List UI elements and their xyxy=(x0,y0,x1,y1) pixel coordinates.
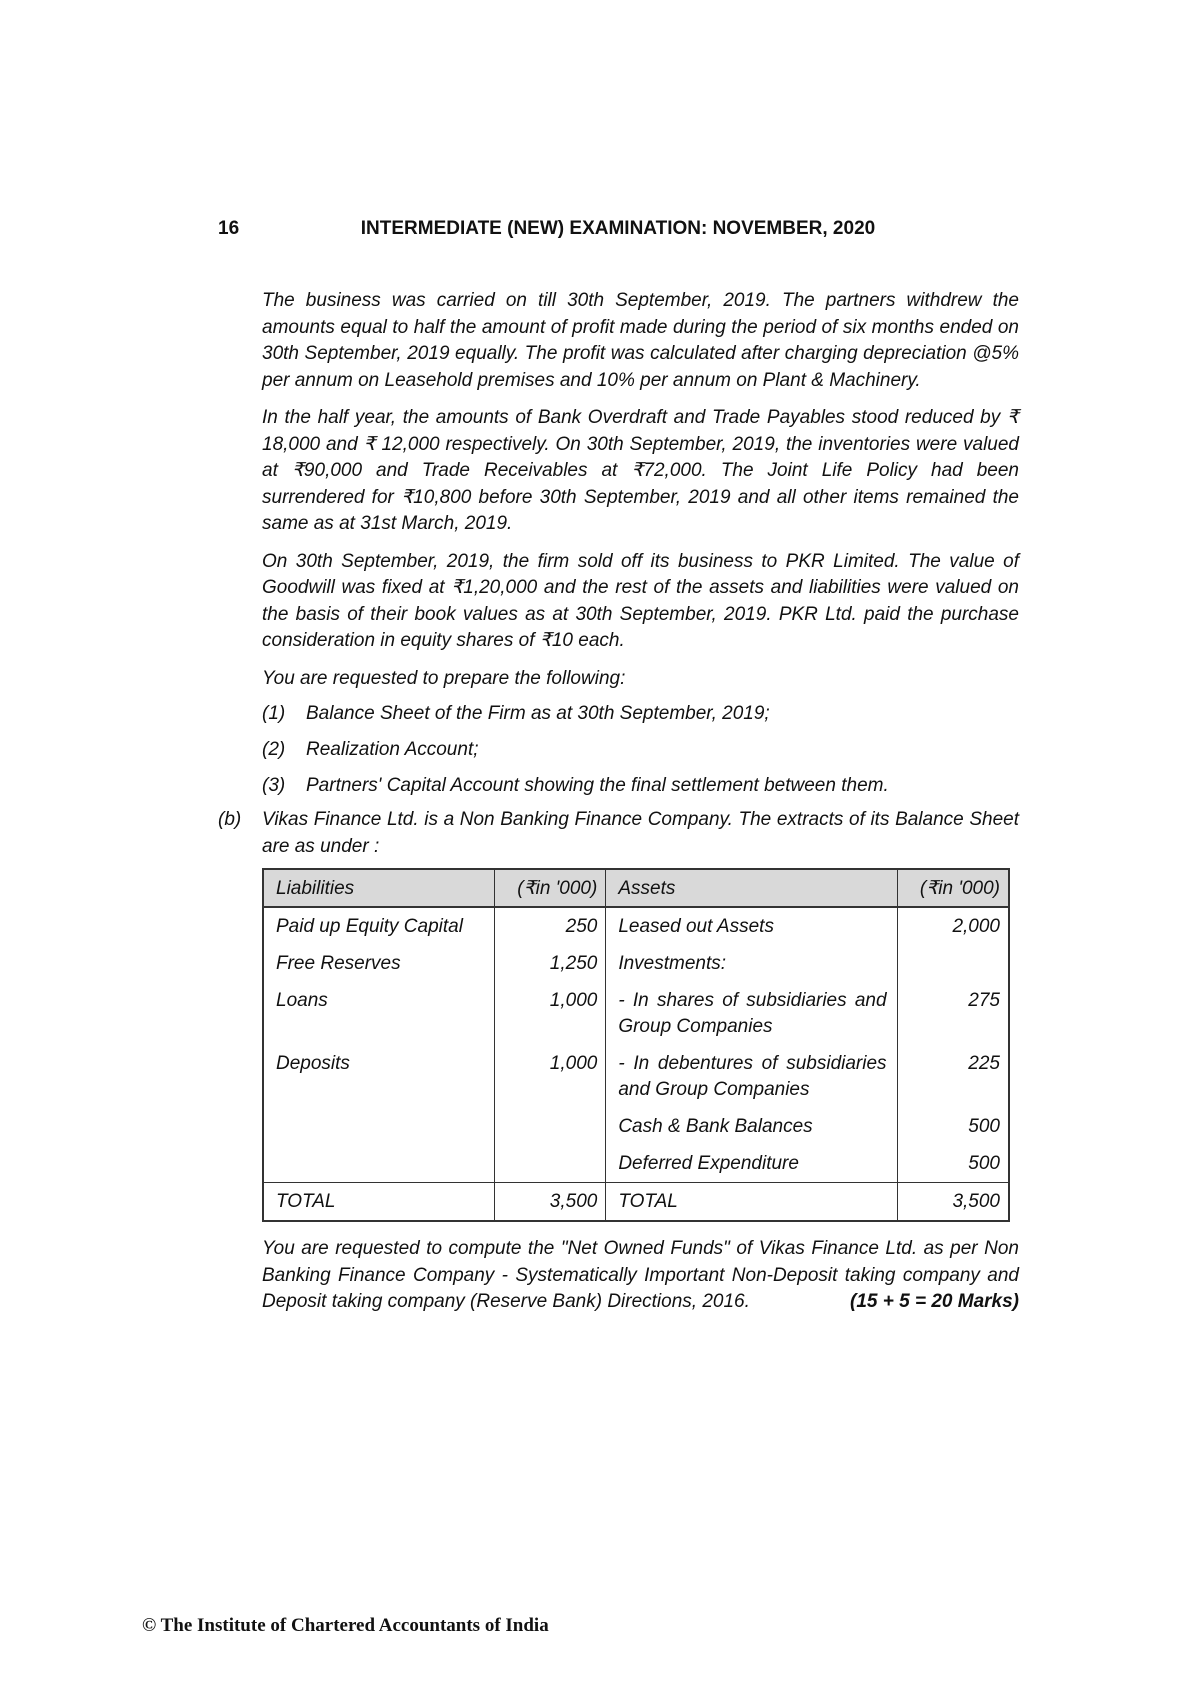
list-item-number: (3) xyxy=(262,775,286,796)
asset-amount-cell: 500 xyxy=(968,1116,1000,1137)
total-assets-amount: 3,500 xyxy=(897,1183,1009,1222)
liability-cell: Free Reserves xyxy=(263,945,494,982)
liability-amount-cell: 250 xyxy=(494,907,605,945)
header-assets-amount: (₹in '000) xyxy=(897,869,1009,907)
page-number: 16 xyxy=(218,218,240,239)
table-row xyxy=(263,907,1009,945)
asset-amount-cell xyxy=(897,945,1009,982)
liability-cell: Loans xyxy=(263,982,494,1045)
part-b-question-text: You are requested to compute the "Net Owned Funds" of Vikas Finance Ltd. as per Non Banking Finance Company - Systematically Important Non-Deposit taking company and Deposit taking company (Reserve Bank) Directions, 2016. xyxy=(262,1238,1019,1312)
liability-amount-cell: 1,000 xyxy=(494,1045,605,1108)
paragraph-half-year: In the half year, the amounts of Bank Overdraft and Trade Payables stood reduced by ₹ 18,000 and ₹ 12,000 respectively. On 30th September, 2019, the inventories were valued at ₹90,000 and Trade Receivables at ₹72,000. The Joint Life Policy had been surrendered for ₹10,800 before 30th September, 2019 and all other items remained the same as at 31st March, 2019. xyxy=(262,407,1019,534)
table-header-row xyxy=(263,869,1009,907)
paragraph-business: The business was carried on till 30th September, 2019. The partners withdrew the amounts equal to half the amount of profit made during the period of six months ended on 30th September, 2019 equally. The profit was calculated after charging depreciation @5% per annum on Leasehold premises and 10% per annum on Plant & Machinery. xyxy=(262,290,1019,391)
liability-cell xyxy=(263,1108,494,1145)
list-item xyxy=(262,773,1019,809)
part-b-question xyxy=(262,1236,1019,1316)
requirements-list xyxy=(262,701,1019,809)
asset-amount-cell: 225 xyxy=(968,1053,1000,1074)
balance-sheet-table xyxy=(262,868,1010,1222)
list-item-number: (1) xyxy=(262,703,286,724)
page-title: INTERMEDIATE (NEW) EXAMINATION: NOVEMBER, 2020 xyxy=(360,218,876,239)
paragraph-requested: You are requested to prepare the following: xyxy=(262,667,626,689)
asset-amount-cell: 2,000 xyxy=(952,916,1000,937)
question-body xyxy=(218,288,1019,1316)
table-row xyxy=(263,945,1009,982)
table-row xyxy=(263,1108,1009,1145)
list-item xyxy=(262,701,1019,737)
header-liabilities-amount: (₹in '000) xyxy=(494,869,605,907)
header-assets: Assets xyxy=(606,869,897,907)
list-item-text: Partners' Capital Account showing the final settlement between them. xyxy=(306,775,889,796)
liability-cell xyxy=(263,1145,494,1183)
asset-amount-cell: 500 xyxy=(968,1153,1000,1174)
liability-cell: Paid up Equity Capital xyxy=(263,907,494,945)
table-row xyxy=(263,1145,1009,1183)
asset-amount-cell: 275 xyxy=(968,990,1000,1011)
asset-cell: Leased out Assets xyxy=(606,907,897,945)
list-item-text: Balance Sheet of the Firm as at 30th September, 2019; xyxy=(306,703,770,724)
total-liabilities-amount: 3,500 xyxy=(494,1183,605,1222)
part-b-intro: Vikas Finance Ltd. is a Non Banking Finance Company. The extracts of its Balance Sheet are as under : xyxy=(262,809,1019,857)
paragraph-sale: On 30th September, 2019, the firm sold off its business to PKR Limited. The value of Goodwill was fixed at ₹1,20,000 and the rest of the assets and liabilities were valued on the basis of their book values as at 30th September, 2019. PKR Ltd. paid the purchase consideration in equity shares of ₹10 each. xyxy=(262,550,1019,651)
liability-amount-cell xyxy=(494,1108,605,1145)
marks-allocation: (15 + 5 = 20 Marks) xyxy=(850,1291,1019,1312)
part-b-label: (b) xyxy=(218,809,242,830)
list-item xyxy=(262,737,1019,773)
liability-amount-cell: 1,000 xyxy=(494,982,605,1045)
table-row xyxy=(263,1045,1009,1108)
asset-cell: Cash & Bank Balances xyxy=(606,1108,897,1145)
table-row xyxy=(263,982,1009,1045)
total-label-liabilities: TOTAL xyxy=(263,1183,494,1222)
liability-amount-cell xyxy=(494,1145,605,1183)
asset-cell: Investments: xyxy=(606,945,897,982)
liability-cell: Deposits xyxy=(263,1045,494,1108)
copyright-footer: © The Institute of Chartered Accountants of India xyxy=(142,1615,549,1636)
list-item-number: (2) xyxy=(262,739,286,760)
part-b xyxy=(218,807,1019,1316)
asset-cell: - In debentures of subsidiaries and Group Companies xyxy=(606,1045,897,1108)
table-total-row xyxy=(263,1183,1009,1222)
liability-amount-cell: 1,250 xyxy=(494,945,605,982)
asset-cell: - In shares of subsidiaries and Group Companies xyxy=(606,982,897,1045)
header-liabilities: Liabilities xyxy=(263,869,494,907)
total-label-assets: TOTAL xyxy=(606,1183,897,1222)
list-item-text: Realization Account; xyxy=(306,739,479,760)
page-header xyxy=(218,218,1018,246)
asset-cell: Deferred Expenditure xyxy=(606,1145,897,1183)
